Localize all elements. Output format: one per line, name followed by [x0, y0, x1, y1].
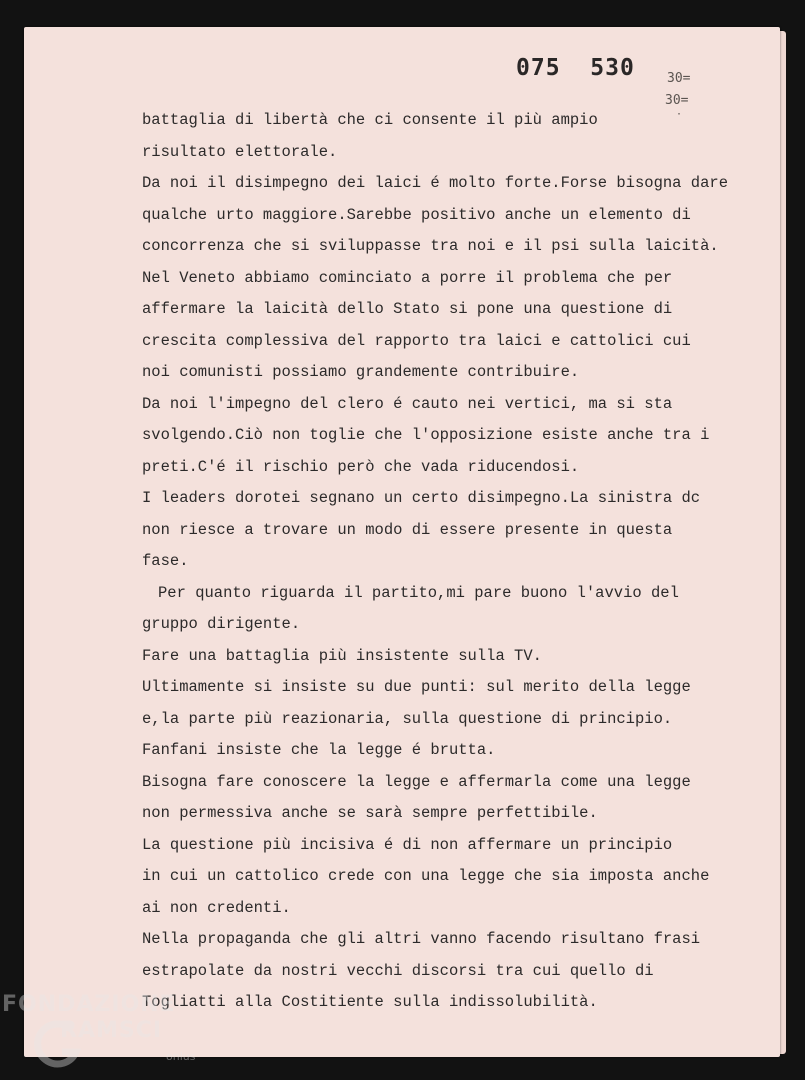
text-line: affermare la laicità dello Stato si pone una questione di	[142, 300, 673, 318]
text-line: Da noi il disimpegno dei laici é molto forte.Forse bisogna dare	[142, 174, 728, 192]
text-line: Togliatti alla Costitiente sulla indissolubilità.	[142, 993, 598, 1011]
text-line: non riesce a trovare un modo di essere presente in questa	[142, 520, 673, 539]
document-number-right: 530	[590, 55, 635, 81]
text-line: fase.	[142, 552, 189, 570]
pencil-note-3: ·	[676, 109, 683, 120]
text-line: Per quanto riguarda il partito,mi pare buono l'avvio del	[158, 583, 679, 602]
document-number	[516, 55, 635, 81]
watermark-fondazione: FONDAZIONE	[2, 992, 176, 1017]
document-number-left: 075	[516, 55, 561, 81]
text-line: Fare una battaglia più insistente sulla TV.	[142, 646, 542, 665]
text-line: Ultimamente si insiste su due punti: sul merito della legge	[142, 678, 691, 696]
text-line: estrapolate da nostri vecchi discorsi tra cui quello di	[142, 961, 654, 980]
text-line: non permessiva anche se sarà sempre perfettibile.	[142, 804, 598, 822]
fondazione-gramsci-watermark	[2, 992, 202, 1072]
text-line: qualche urto maggiore.Sarebbe positivo anche un elemento di	[142, 205, 691, 224]
text-line: Fanfani insiste che la legge é brutta.	[142, 741, 496, 759]
pencil-note-2: 30=	[665, 93, 689, 108]
text-line: Nel Veneto abbiamo cominciato a porre il problema che per	[142, 268, 673, 287]
text-line: preti.C'é il rischio però che vada riducendosi.	[142, 457, 580, 476]
text-line: Da noi l'impegno del clero é cauto nei vertici, ma si sta	[142, 394, 673, 413]
text-line: in cui un cattolico crede con una legge che sia imposta anche	[142, 867, 710, 885]
text-line: noi comunisti possiamo grandemente contribuire.	[142, 363, 580, 381]
text-line: svolgendo.Ciò non toglie che l'opposizione esiste anche tra i	[142, 426, 710, 444]
text-line: crescita complessiva del rapporto tra laici e cattolici cui	[142, 331, 691, 350]
watermark-gramsci: RAMSCI	[60, 1018, 163, 1043]
watermark-onlus: onlus	[166, 1050, 196, 1063]
text-line: Nella propaganda che gli altri vanno facendo risultano frasi	[142, 930, 701, 948]
text-line: Bisogna fare conoscere la legge e affermarla come una legge	[142, 772, 691, 791]
text-line: gruppo dirigente.	[142, 615, 301, 633]
document-body	[142, 105, 772, 1019]
text-line: e,la parte più reazionaria, sulla questione di principio.	[142, 709, 673, 728]
text-line: ai non credenti.	[142, 898, 291, 917]
pencil-note-1: 30=	[667, 71, 691, 86]
text-line: concorrenza che si sviluppasse tra noi e il psi sulla laicità.	[142, 237, 719, 255]
text-line: battaglia di libertà che ci consente il più ampio	[142, 111, 598, 129]
text-line: La questione più incisiva é di non affermare un principio	[142, 835, 673, 854]
text-line: I leaders dorotei segnano un certo disimpegno.La sinistra dc	[142, 489, 701, 507]
text-line: risultato elettorale.	[142, 142, 338, 161]
